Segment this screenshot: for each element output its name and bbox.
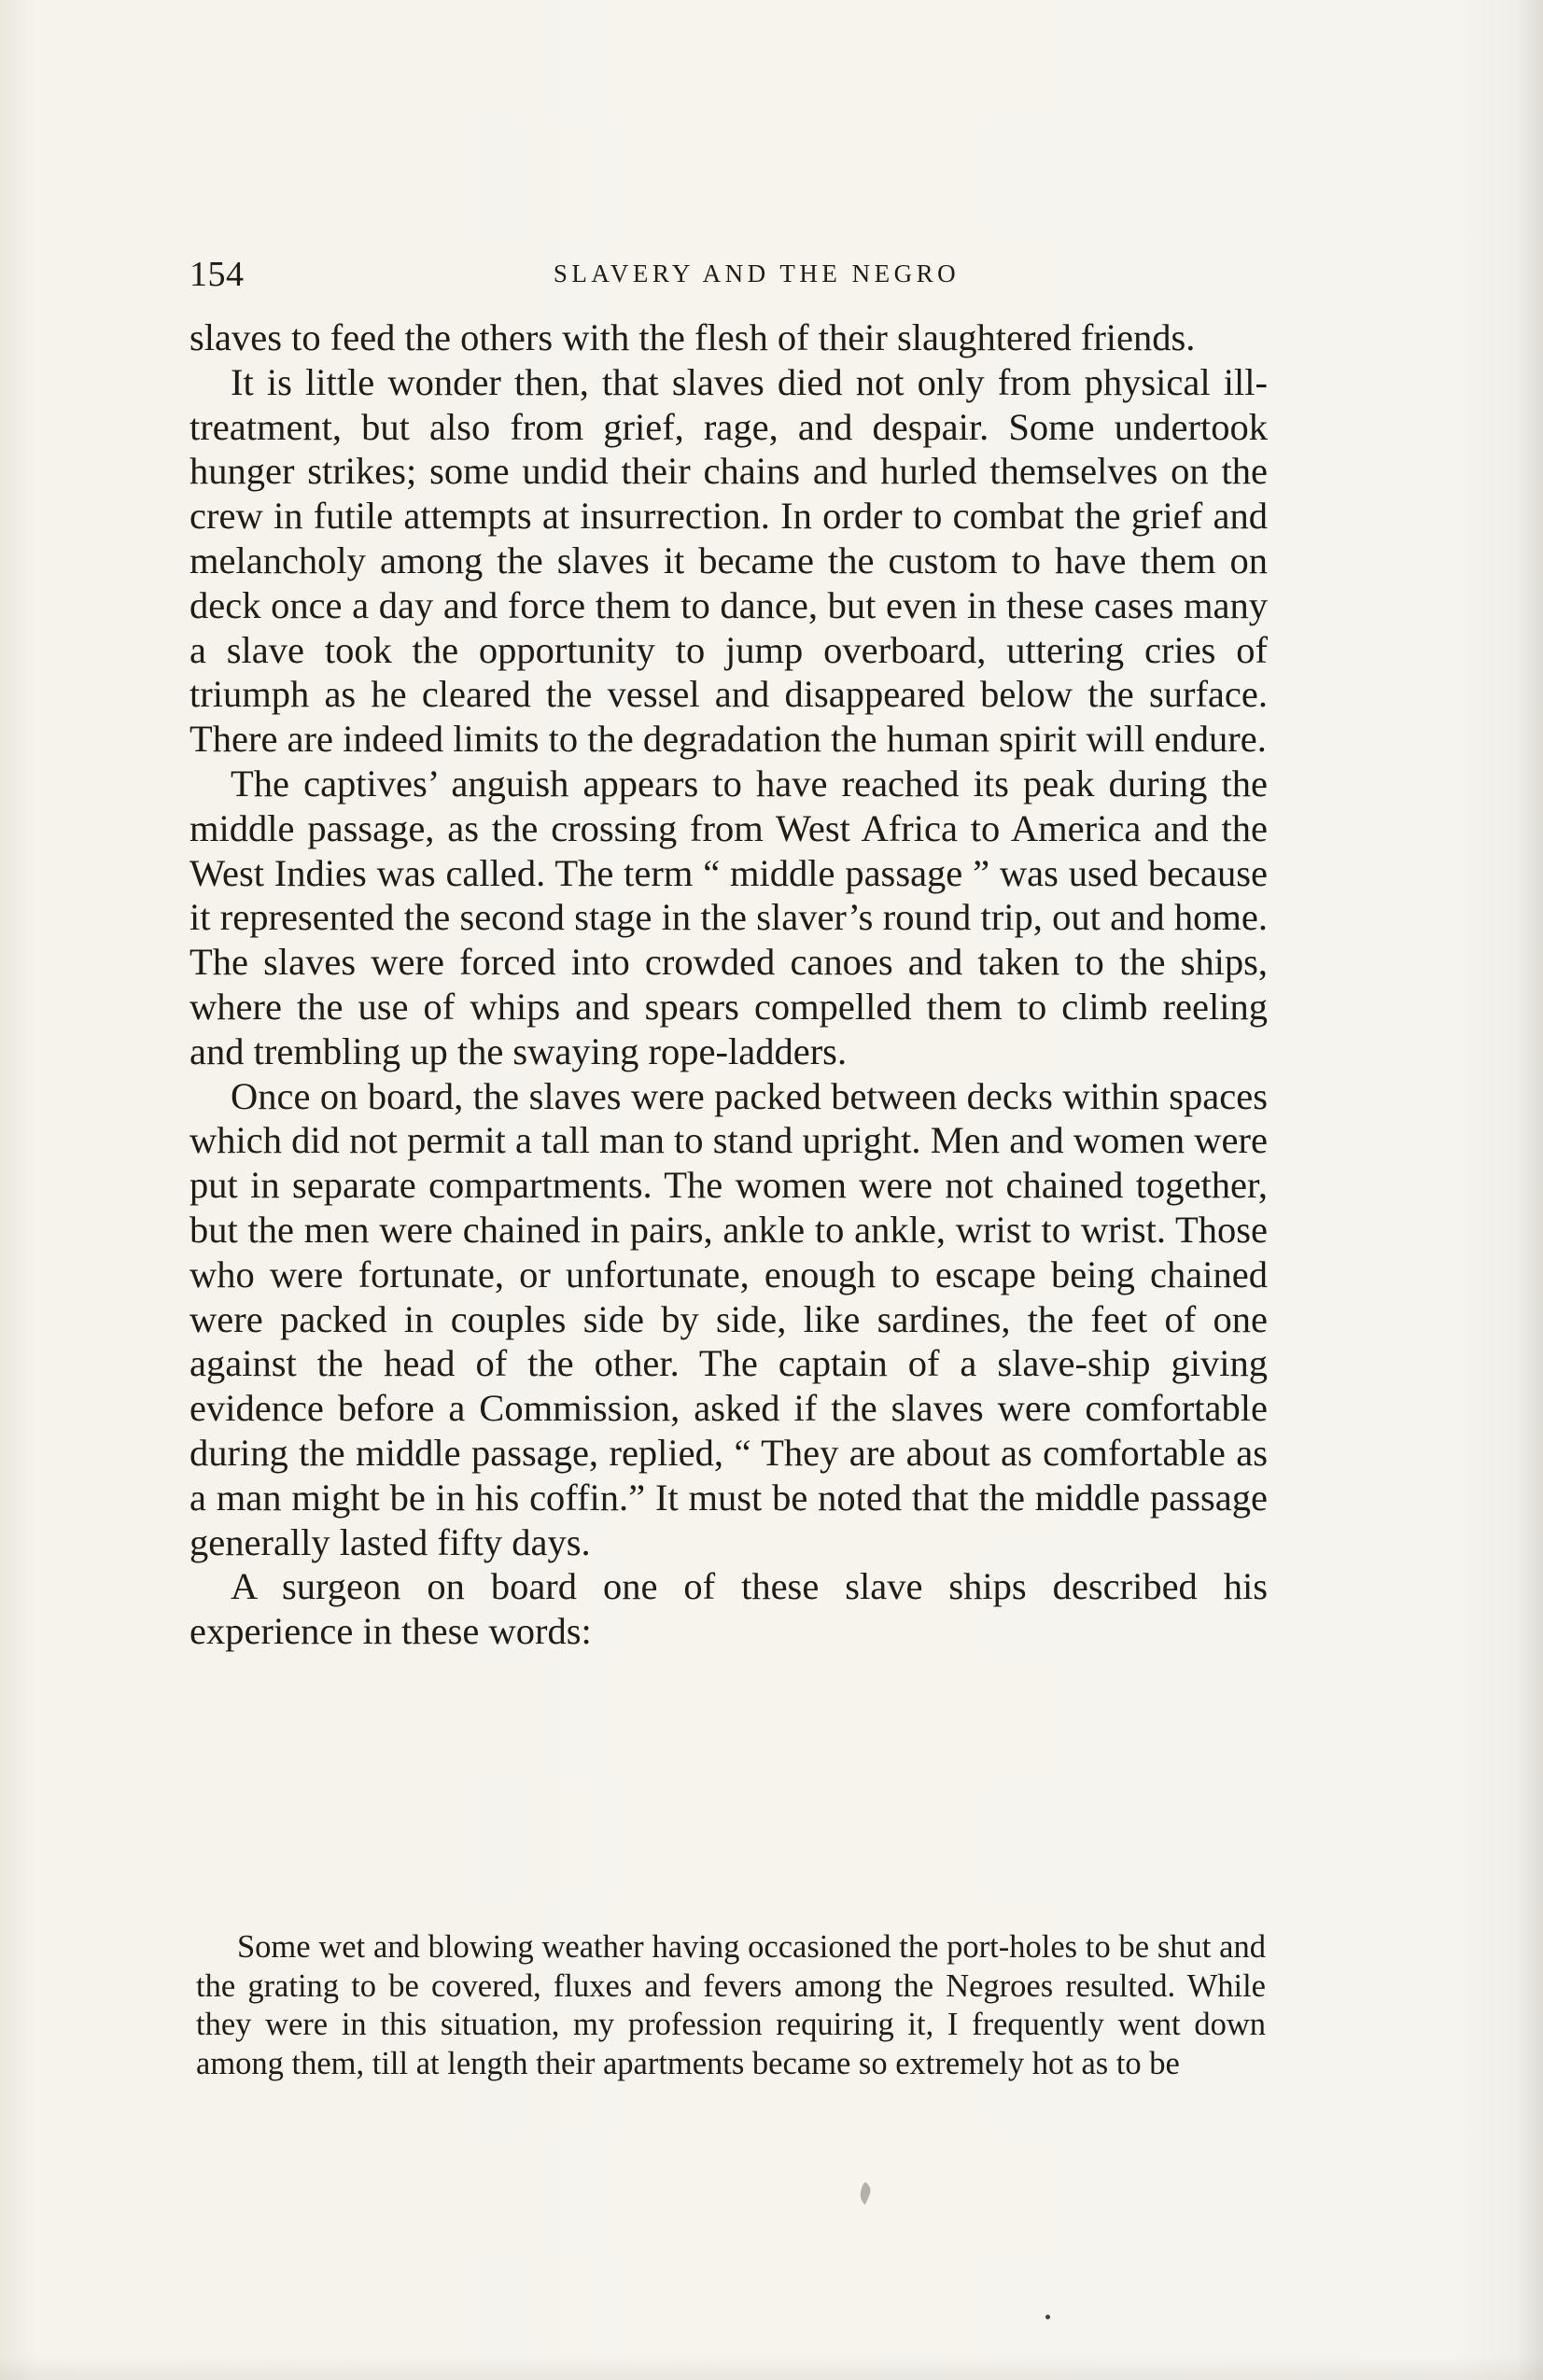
paper-fleck bbox=[1045, 2315, 1050, 2319]
paragraph: The captives’ anguish appears to have reached its peak during the middle passage, as the crossing from West Africa to America and the West Indies was called. The term “ middle passage ” was used because it represented the second stage in the slaver’s round trip, out and home. The slaves were forced into crowded canoes and taken to the ships, where the use of whips and spears compelled them to climb reeling and trembling up the swaying rope-ladders. bbox=[189, 762, 1268, 1072]
page-bottom-shadow bbox=[0, 2356, 1543, 2380]
paper-blemish-mark bbox=[857, 2181, 874, 2205]
paragraph: Once on board, the slaves were packed between decks within spaces which did not permit a tall man to stand upright. Men and women were put in separate compartments. The women were not chained together, but the men were chained in pairs, ankle to ankle, wrist to wrist. Those who were fortunate, or unfortunate, enough to escape being chained were packed in couples side by side, like sardines, the feet of one against the head of the other. The captain of a slave-ship giving evidence before a Commission, asked if the slaves were comfortable during the middle passage, replied, “ They are about as comfortable as a man might be in his coffin.” It must be noted that the middle passage generally lasted fifty days. bbox=[189, 1074, 1268, 1563]
paragraph: A surgeon on board one of these slave ships described his experience in these words: bbox=[189, 1565, 1268, 1653]
paragraph: It is little wonder then, that slaves died not only from physical ill-treatment, but also from grief, rage, and despair. Some undertook hunger strikes; some undid their chains and hurled themselves on the crew in futile attempts at insurrection. In order to combat the grief and melancholy among the slaves it became the custom to have them on deck once a day and force them to dance, but even in these cases many a slave took the opportunity to jump overboard, uttering cries of triumph as he cleared the vessel and disappeared below the surface. There are indeed limits to the degradation the human spirit will endure. bbox=[189, 360, 1268, 761]
page-header bbox=[189, 254, 1268, 301]
block-quote bbox=[196, 1928, 1266, 2083]
body-text bbox=[189, 315, 1268, 1654]
paragraph-continued: slaves to feed the others with the flesh of their slaughtered friends. bbox=[189, 316, 1196, 358]
page-number: 154 bbox=[189, 255, 245, 294]
running-head: SLAVERY AND THE NEGRO bbox=[553, 259, 961, 287]
quoted-extract: Some wet and blowing weather having occasioned the port-holes to be shut and the grating to be covered, fluxes and fevers among the Negroes resulted. While they were in this situation, my profession requiring it, I frequently went down among them, till at length their apartments became so extremely hot as to be bbox=[196, 1929, 1266, 2081]
page-edge-shadow bbox=[1517, 0, 1543, 2380]
